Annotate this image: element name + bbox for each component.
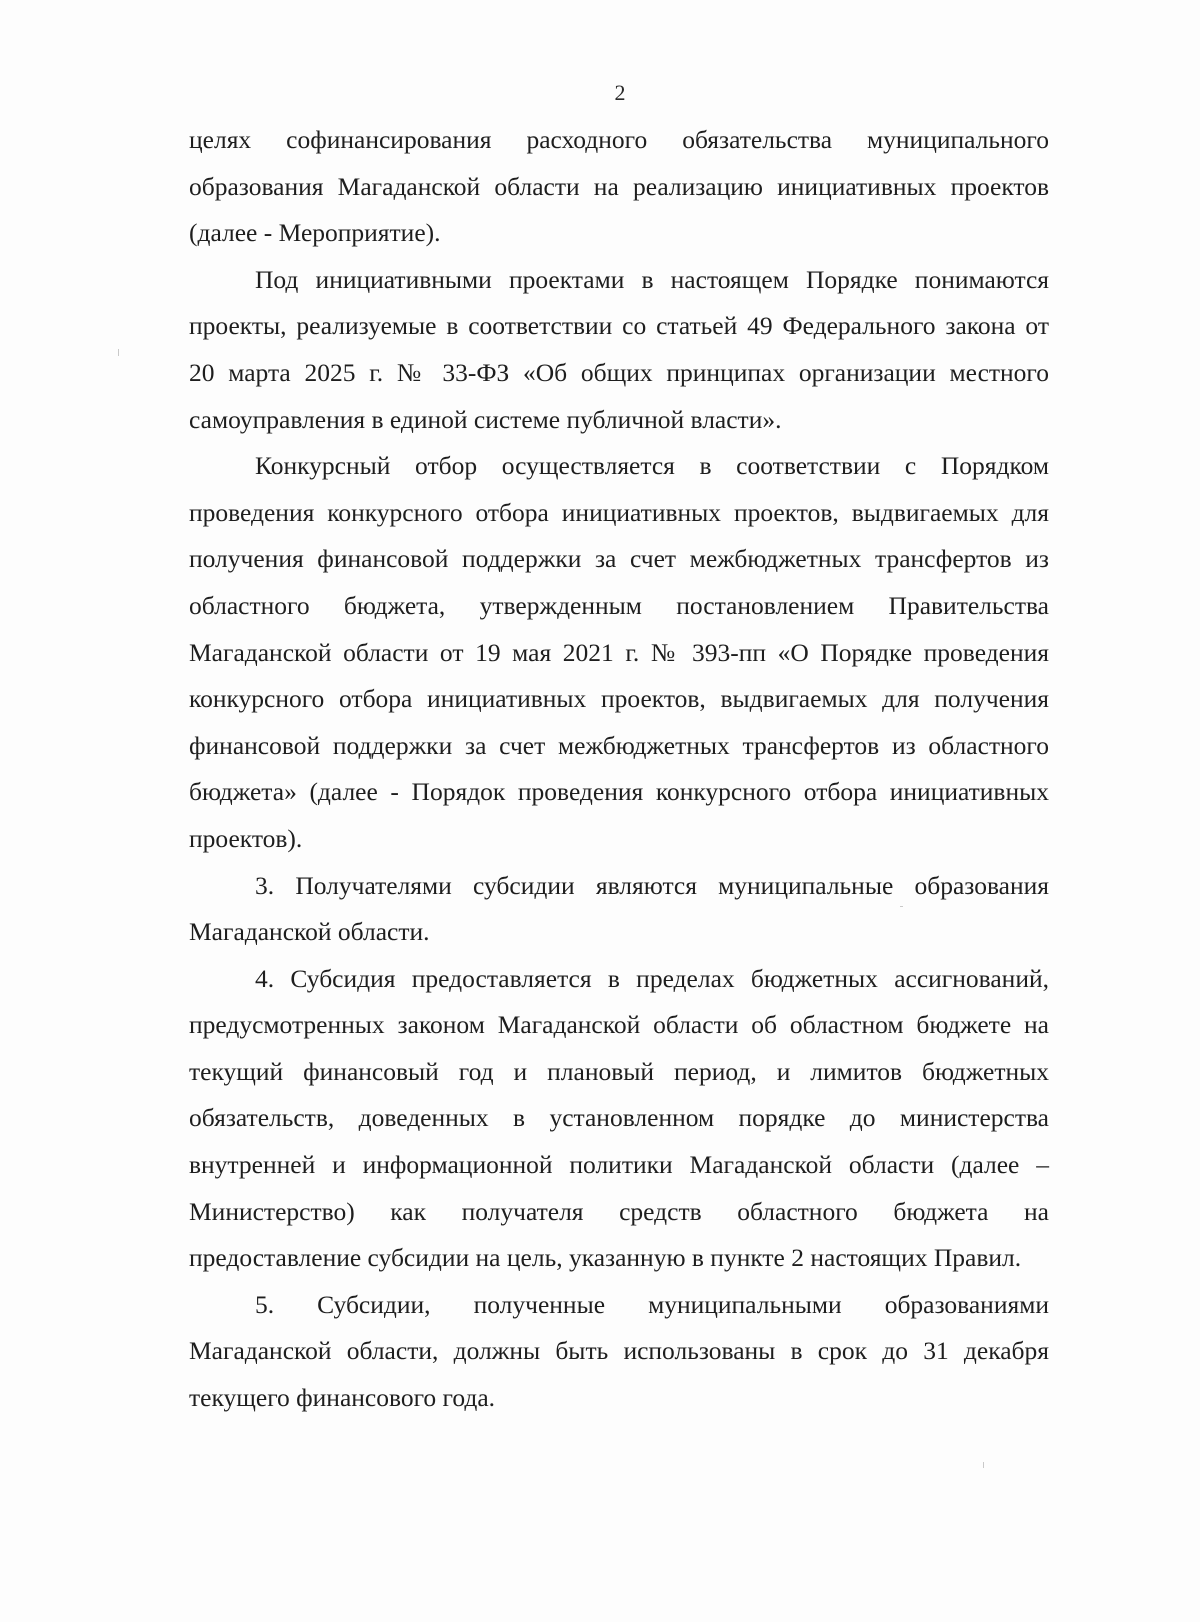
paragraph-competitive-selection: Конкурсный отбор осуществляется в соответствии с Порядком проведения конкурсного отбора инициативных проектов, выдвигаемых для получения финансовой поддержки за счет межбюджетных трансфертов из областного бюджета, утвержденным постановлением Правительства Магаданской области от 19 мая 2021 г. № 393-пп «О Порядке проведения конкурсного отбора инициативных проектов, выдвигаемых для получения финансовой поддержки за счет межбюджетных трансфертов из областного бюджета» (далее - Порядок проведения конкурсного отбора инициативных проектов).	[189, 451, 1049, 853]
paragraph-continuation: целях софинансирования расходного обязательства муниципального образования Магаданской области на реализацию инициативных проектов (далее - Мероприятие).	[189, 125, 1049, 248]
scan-speck	[118, 349, 119, 356]
scan-speck	[983, 1462, 984, 1468]
paragraph-item-5-usage-deadline: 5. Субсидии, полученные муниципальными образованиями Магаданской области, должны быть использованы в срок до 31 декабря текущего финансового года.	[189, 1289, 1049, 1413]
page-number: 2	[614, 80, 626, 105]
paragraph-item-4-subsidy-limits: 4. Субсидия предоставляется в пределах бюджетных ассигнований, предусмотренных законом Магаданской области об областном бюджете на текущий финансовый год и плановый период, и лимитов бюджетных обязательств, доведенных в установленном порядке до министерства внутренней и информационной политики Магаданской области (далее – Министерство) как получателя средств областного бюджета на предоставление субсидии на цель, указанную в пункте 2 настоящих Правил.	[189, 963, 1049, 1273]
paragraph-item-3-recipients: 3. Получателями субсидии являются муниципальные образования Магаданской области.	[189, 870, 1049, 947]
paragraph-initiative-projects: Под инициативными проектами в настоящем Порядке понимаются проекты, реализуемые в соответствии со статьей 49 Федерального закона от 20 марта 2025 г. № 33-ФЗ «Об общих принципах организации местного самоуправления в единой системе публичной власти».	[189, 264, 1049, 434]
document-body	[189, 117, 1049, 1422]
scan-speck	[900, 906, 903, 907]
